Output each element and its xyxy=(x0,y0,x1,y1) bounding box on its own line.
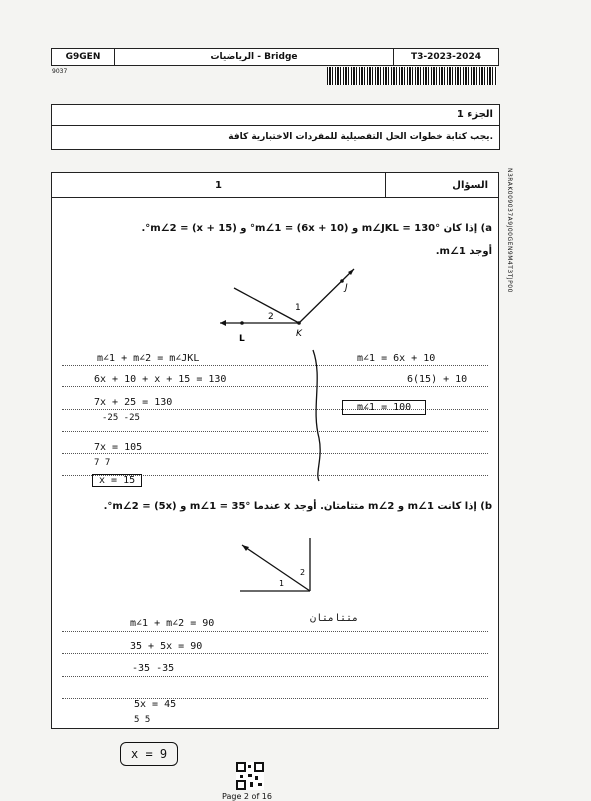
work-a-line5: 7x = 105 xyxy=(94,442,143,453)
work-b-line5: 5 5 xyxy=(134,715,151,725)
question-box xyxy=(51,172,499,729)
divider-stroke xyxy=(307,348,327,483)
label-k: K xyxy=(296,329,302,339)
part-a-prompt: a) إذا كان m∠JKL = 130° و m∠1 = (6x + 10)° و m∠2 = (x + 15)°. xyxy=(141,223,492,234)
work-b-result: x = 9 xyxy=(120,742,178,766)
work-a-line3: 7x + 25 = 130 xyxy=(94,397,173,408)
work-a-line2: 6x + 10 + x + 15 = 130 xyxy=(94,374,227,385)
work-b-line2: 35 + 5x = 90 xyxy=(130,641,203,652)
page-footer: Page 2 of 16 xyxy=(222,792,272,801)
work-b-line4: 5x = 45 xyxy=(134,699,177,710)
work-a-right1: m∠1 = 6x + 10 xyxy=(357,353,436,364)
part-title: الجزء 1 xyxy=(52,105,499,126)
part-instruction: يجب كتابة خطوات الحل التفصيلية للمفردات الاختبارية كافة. xyxy=(228,132,493,142)
term-code: T3-2023-2024 xyxy=(411,52,481,62)
work-b-line3: -35 -35 xyxy=(132,663,175,674)
work-a-answer: m∠1 = 100 xyxy=(342,400,426,415)
work-b-note: متتامتان xyxy=(310,613,359,624)
page-code: 9037 xyxy=(52,68,68,75)
figure-a xyxy=(212,263,362,343)
work-b-line1: m∠1 + m∠2 = 90 xyxy=(130,618,215,629)
work-a-line4: -25 -25 xyxy=(102,413,140,423)
question-number: 1 xyxy=(52,173,386,197)
work-a-line1: m∠1 + m∠2 = m∠JKL xyxy=(97,353,200,364)
barcode xyxy=(327,67,497,85)
subject-code: G9GEN xyxy=(52,49,115,65)
b-angle-2-label: 2 xyxy=(300,568,306,577)
work-a-result: x = 15 xyxy=(92,474,142,487)
angle-1-label: 1 xyxy=(295,303,301,313)
exam-header xyxy=(51,48,499,66)
exam-title: الرياضيات - Bridge xyxy=(115,49,394,65)
part-a-find: أوجد m∠1. xyxy=(435,246,492,257)
figure-b xyxy=(232,533,322,603)
question-label: السؤال xyxy=(452,179,488,191)
part-box xyxy=(51,104,500,150)
question-header xyxy=(52,173,498,198)
work-a-line6: 7 7 xyxy=(94,458,111,468)
b-angle-1-label: 1 xyxy=(279,579,285,588)
part-b-prompt: b) إذا كانت m∠1 و m∠2 متتامتان. أوجد x عندما m∠1 = 35° و m∠2 = (5x)°. xyxy=(103,501,492,512)
work-a-right2: 6(15) + 10 xyxy=(407,374,468,385)
label-l: L xyxy=(239,334,245,343)
qr-code xyxy=(236,762,264,790)
label-j: J xyxy=(345,283,348,293)
angle-2-label: 2 xyxy=(268,312,274,322)
side-code: N3RAK009037A9J00GEN9M4T3TJP00 xyxy=(506,168,513,293)
